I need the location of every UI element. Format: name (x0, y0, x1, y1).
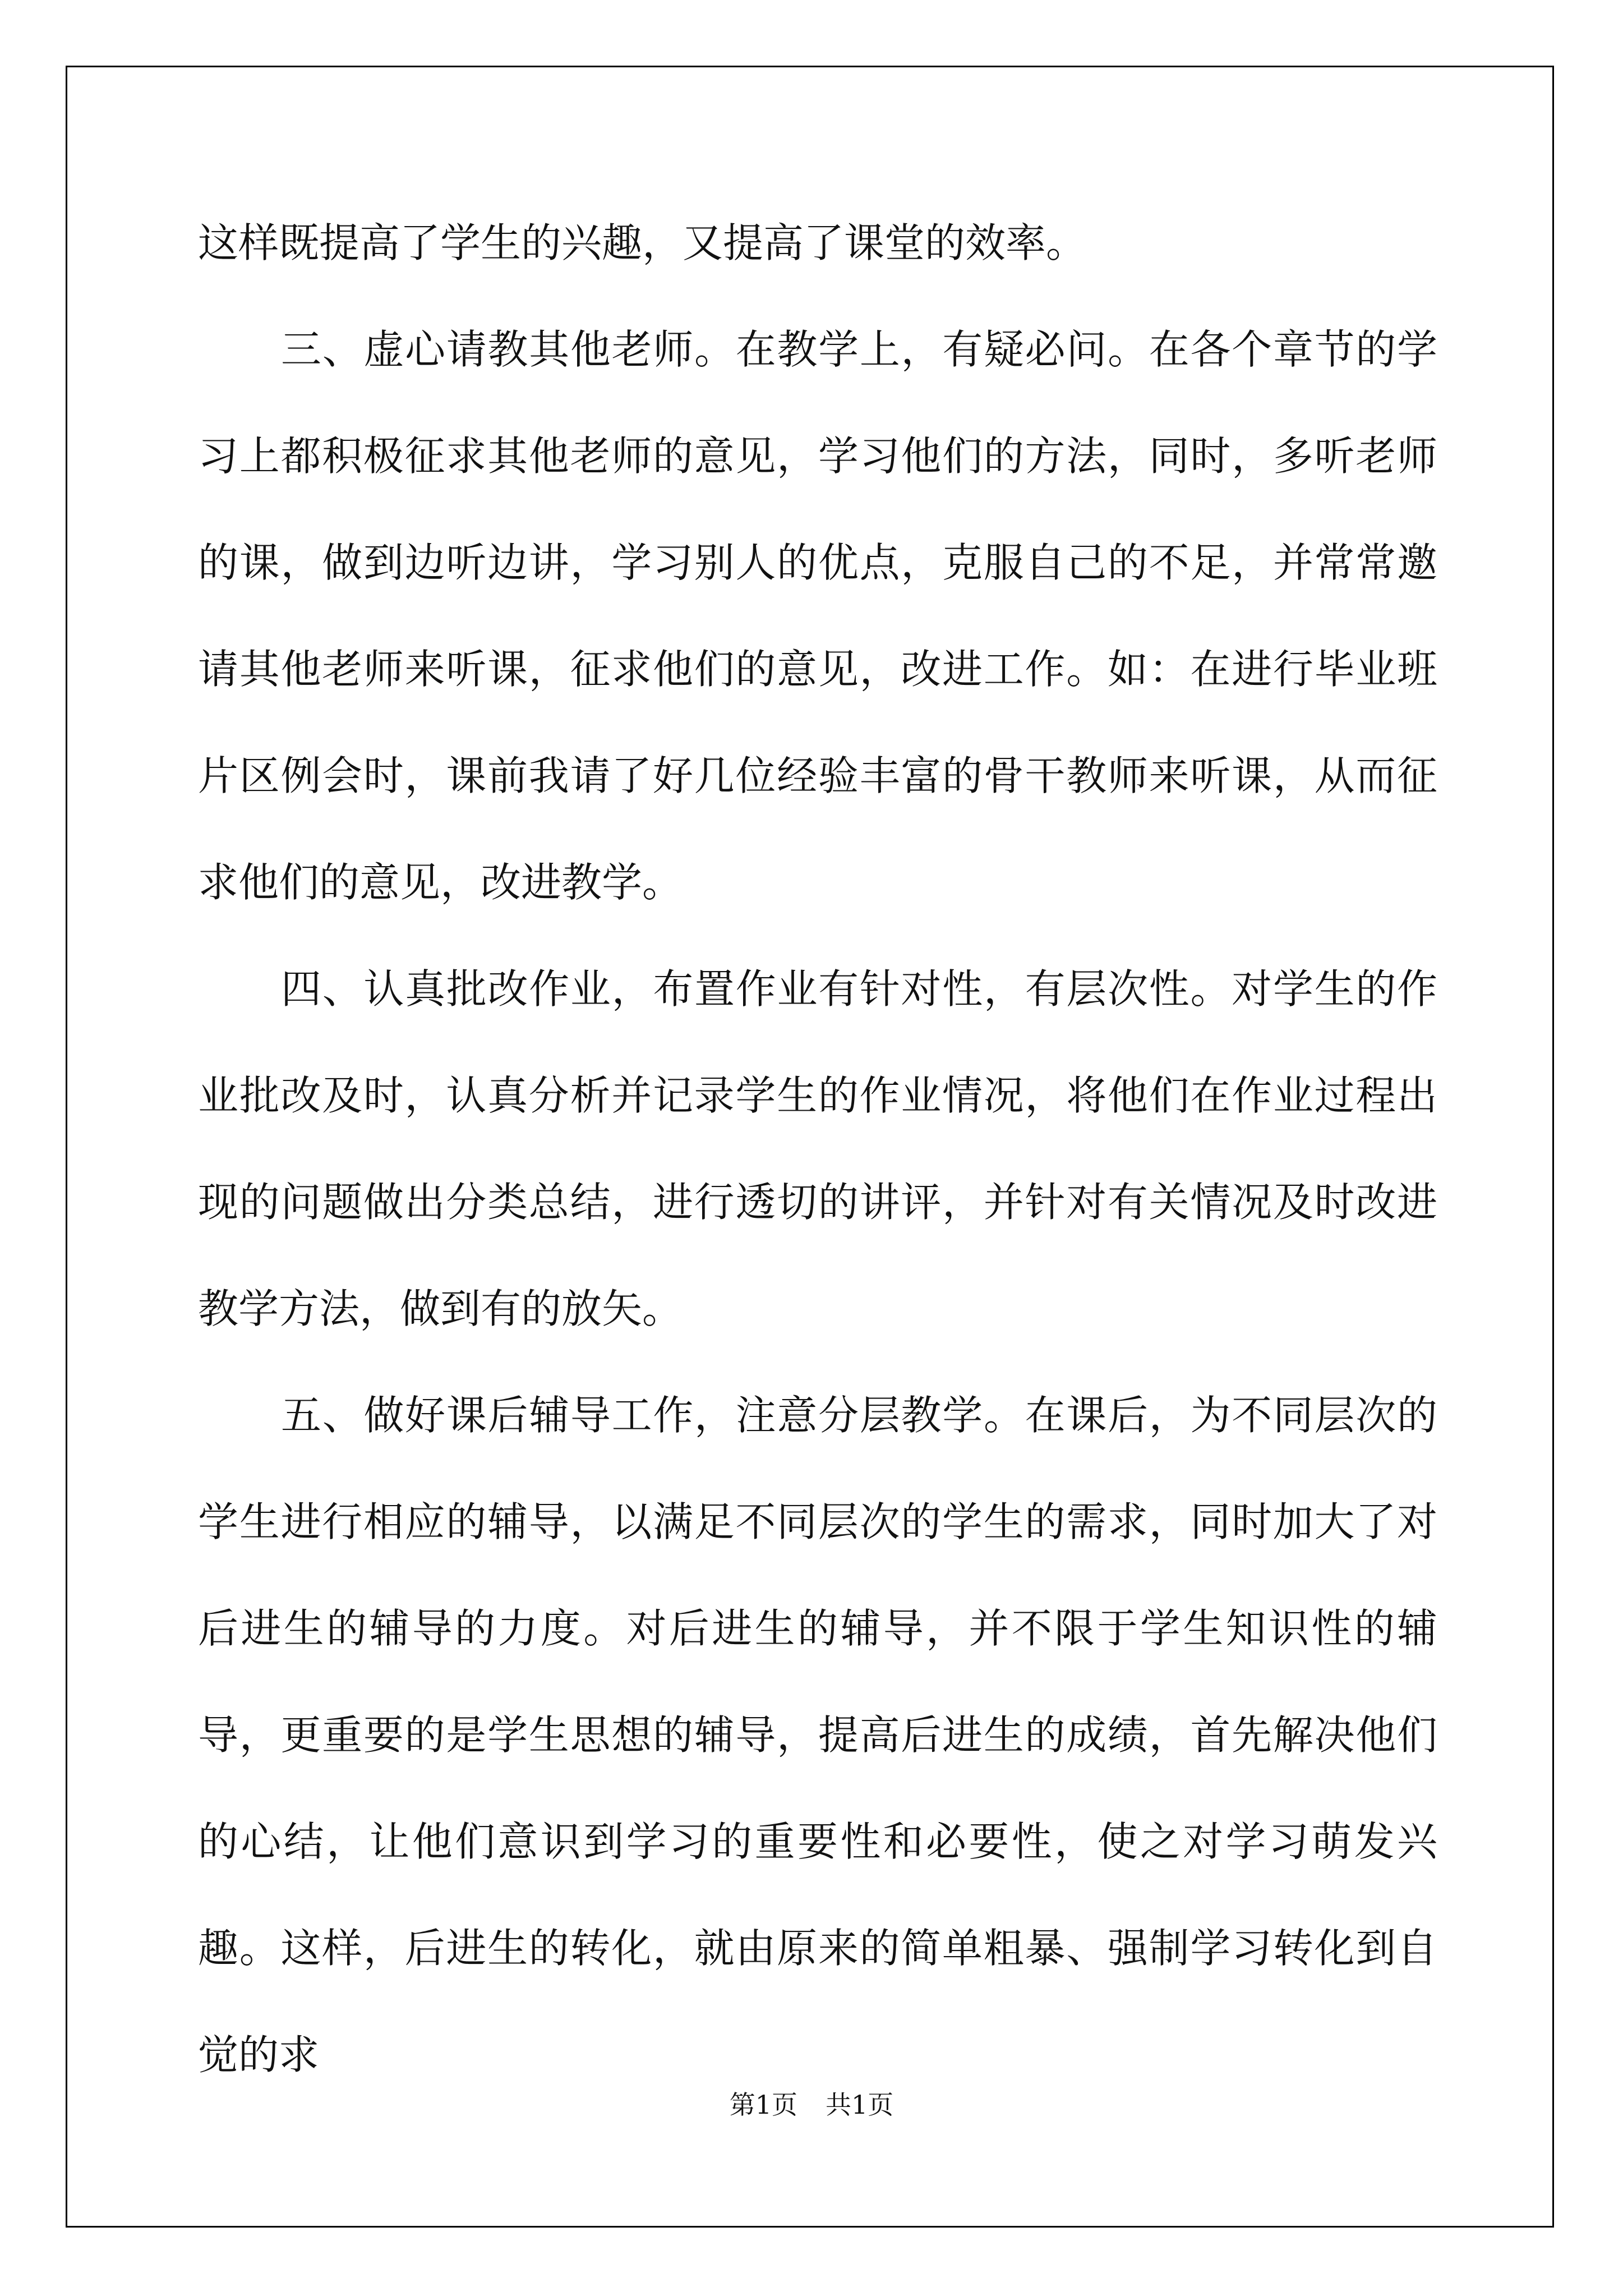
paragraph-section-five: 五、做好课后辅导工作，注意分层教学。在课后，为不同层次的学生进行相应的辅导，以满足不同层次的学生的需求，同时加大了对后进生的辅导的力度。对后进生的辅导，并不限于学生知识性的辅导，更重要的是学生思想的辅导，提高后进生的成绩，首先解决他们的心结，让他们意识到学习的重要性和必要性，使之对学习萌发兴趣。这样，后进生的转化，就由原来的简单粗暴、强制学习转化到自觉的求 (198, 1392, 1437, 2078)
paragraph-section-four: 四、认真批改作业，布置作业有针对性，有层次性。对学生的作业批改及时，认真分析并记录学生的作业情况，将他们在作业过程出现的问题做出分类总结，进行透切的讲评，并针对有关情况及时改进教学方法，做到有的放矢。 (198, 965, 1437, 1332)
paragraph-section-three: 三、虚心请教其他老师。在教学上，有疑必问。在各个章节的学习上都积极征求其他老师的意见，学习他们的方法，同时，多听老师的课，做到边听边讲，学习别人的优点，克服自己的不足，并常常邀请其他老师来听课，征求他们的意见，改进工作。如：在进行毕业班片区例会时，课前我请了好几位经验丰富的骨干教师来听课，从而征求他们的意见，改进教学。 (198, 326, 1437, 906)
page-footer (0, 2088, 1623, 2122)
document-body (198, 190, 1437, 2108)
page-number-current: 第1页 (729, 2090, 797, 2120)
page-number-total: 共1页 (826, 2090, 894, 2120)
paragraph-continuation: 这样既提高了学生的兴趣，又提高了课堂的效率。 (198, 219, 1087, 266)
